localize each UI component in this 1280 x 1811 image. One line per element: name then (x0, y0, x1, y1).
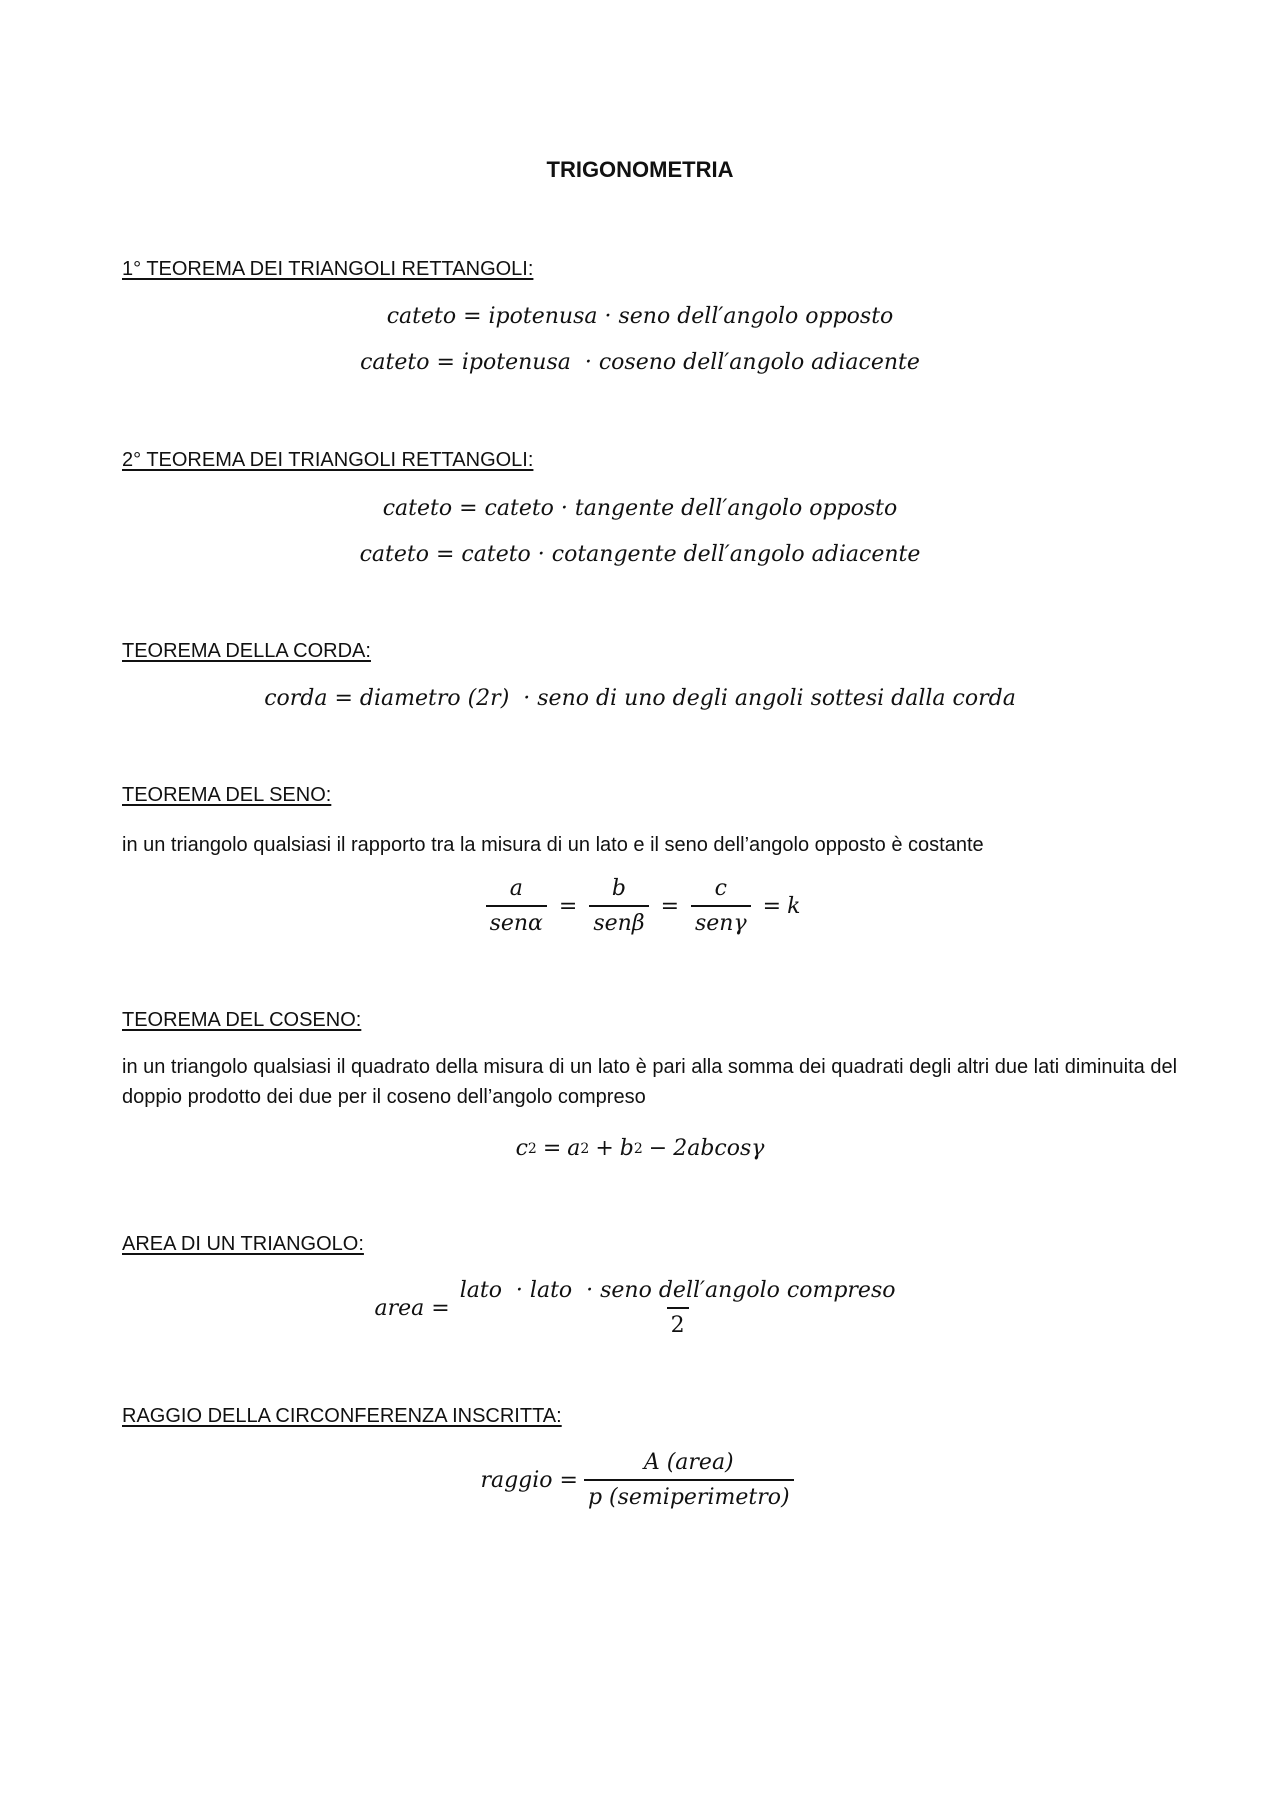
numerator: A (area) (643, 1450, 734, 1475)
fraction-c (691, 876, 751, 936)
term-a: a (567, 1136, 581, 1161)
equals-sign: = (762, 893, 782, 919)
numerator: c (714, 876, 727, 901)
heading-raggio: RAGGIO DELLA CIRCONFERENZA INSCRITTA: (122, 1405, 562, 1427)
formula-coseno: c 2 = a 2 + b 2 − 2abcosγ (515, 1136, 765, 1161)
heading-corda: TEOREMA DELLA CORDA: (122, 640, 371, 662)
formula-rect1-cosine: cateto = ipotenusa · coseno dell′angolo adiacente (360, 350, 920, 375)
denominator: senα (486, 905, 547, 936)
denominator: p (semiperimetro) (584, 1479, 794, 1510)
fraction-raggio (584, 1450, 794, 1510)
formula-rect2-tangent: cateto = cateto · tangente dell′angolo opposto (382, 496, 898, 521)
formula-corda: corda = diametro (2r) · seno di uno degli angoli sottesi dalla corda (264, 686, 1016, 711)
exponent: 2 (527, 1140, 537, 1157)
formula-area (0, 1278, 1280, 1338)
equals-sign: = (558, 893, 578, 919)
constant-k: k (787, 893, 801, 919)
page-title: TRIGONOMETRIA (546, 157, 734, 182)
term-c: c (515, 1136, 528, 1161)
denominator: senγ (691, 905, 751, 936)
numerator: a (509, 876, 523, 901)
heading-rect1: 1° TEOREMA DEI TRIANGOLI RETTANGOLI: (122, 258, 534, 280)
formula-raggio (0, 1450, 1280, 1510)
term-b: b (619, 1136, 634, 1161)
heading-rect2: 2° TEOREMA DEI TRIANGOLI RETTANGOLI: (122, 449, 534, 471)
exponent: 2 (580, 1140, 590, 1157)
fraction-area (456, 1278, 900, 1338)
text-coseno: in un triangolo qualsiasi il quadrato della misura di un lato è pari alla somma dei quadrati degli altri due lati diminuita del doppio prodotto dei due per il coseno dell’angolo compreso (122, 1056, 1178, 1108)
fraction-b (589, 876, 648, 936)
heading-seno: TEOREMA DEL SENO: (122, 784, 332, 806)
equals-sign: = (660, 893, 679, 919)
formula-seno (0, 876, 1280, 936)
numerator: lato · lato · seno dell′angolo compreso (459, 1278, 896, 1303)
formula-rect2-cotangent: cateto = cateto · cotangente dell′angolo adiacente (359, 542, 921, 567)
denominator: 2 (667, 1307, 689, 1338)
fraction-a (486, 876, 547, 936)
exponent: 2 (633, 1140, 643, 1157)
formula-rect1-sine: cateto = ipotenusa · seno dell′angolo opposto (386, 304, 894, 329)
text-seno: in un triangolo qualsiasi il rapporto tra la misura di un lato e il seno dell’angolo opposto è costante (122, 834, 984, 856)
term-product: 2abcosγ (673, 1136, 765, 1161)
numerator: b (611, 876, 626, 901)
lhs-raggio: raggio = (480, 1467, 578, 1493)
heading-area: AREA DI UN TRIANGOLO: (122, 1233, 364, 1255)
denominator: senβ (589, 905, 648, 936)
lhs-area: area = (374, 1295, 450, 1321)
heading-coseno: TEOREMA DEL COSENO: (122, 1009, 362, 1031)
